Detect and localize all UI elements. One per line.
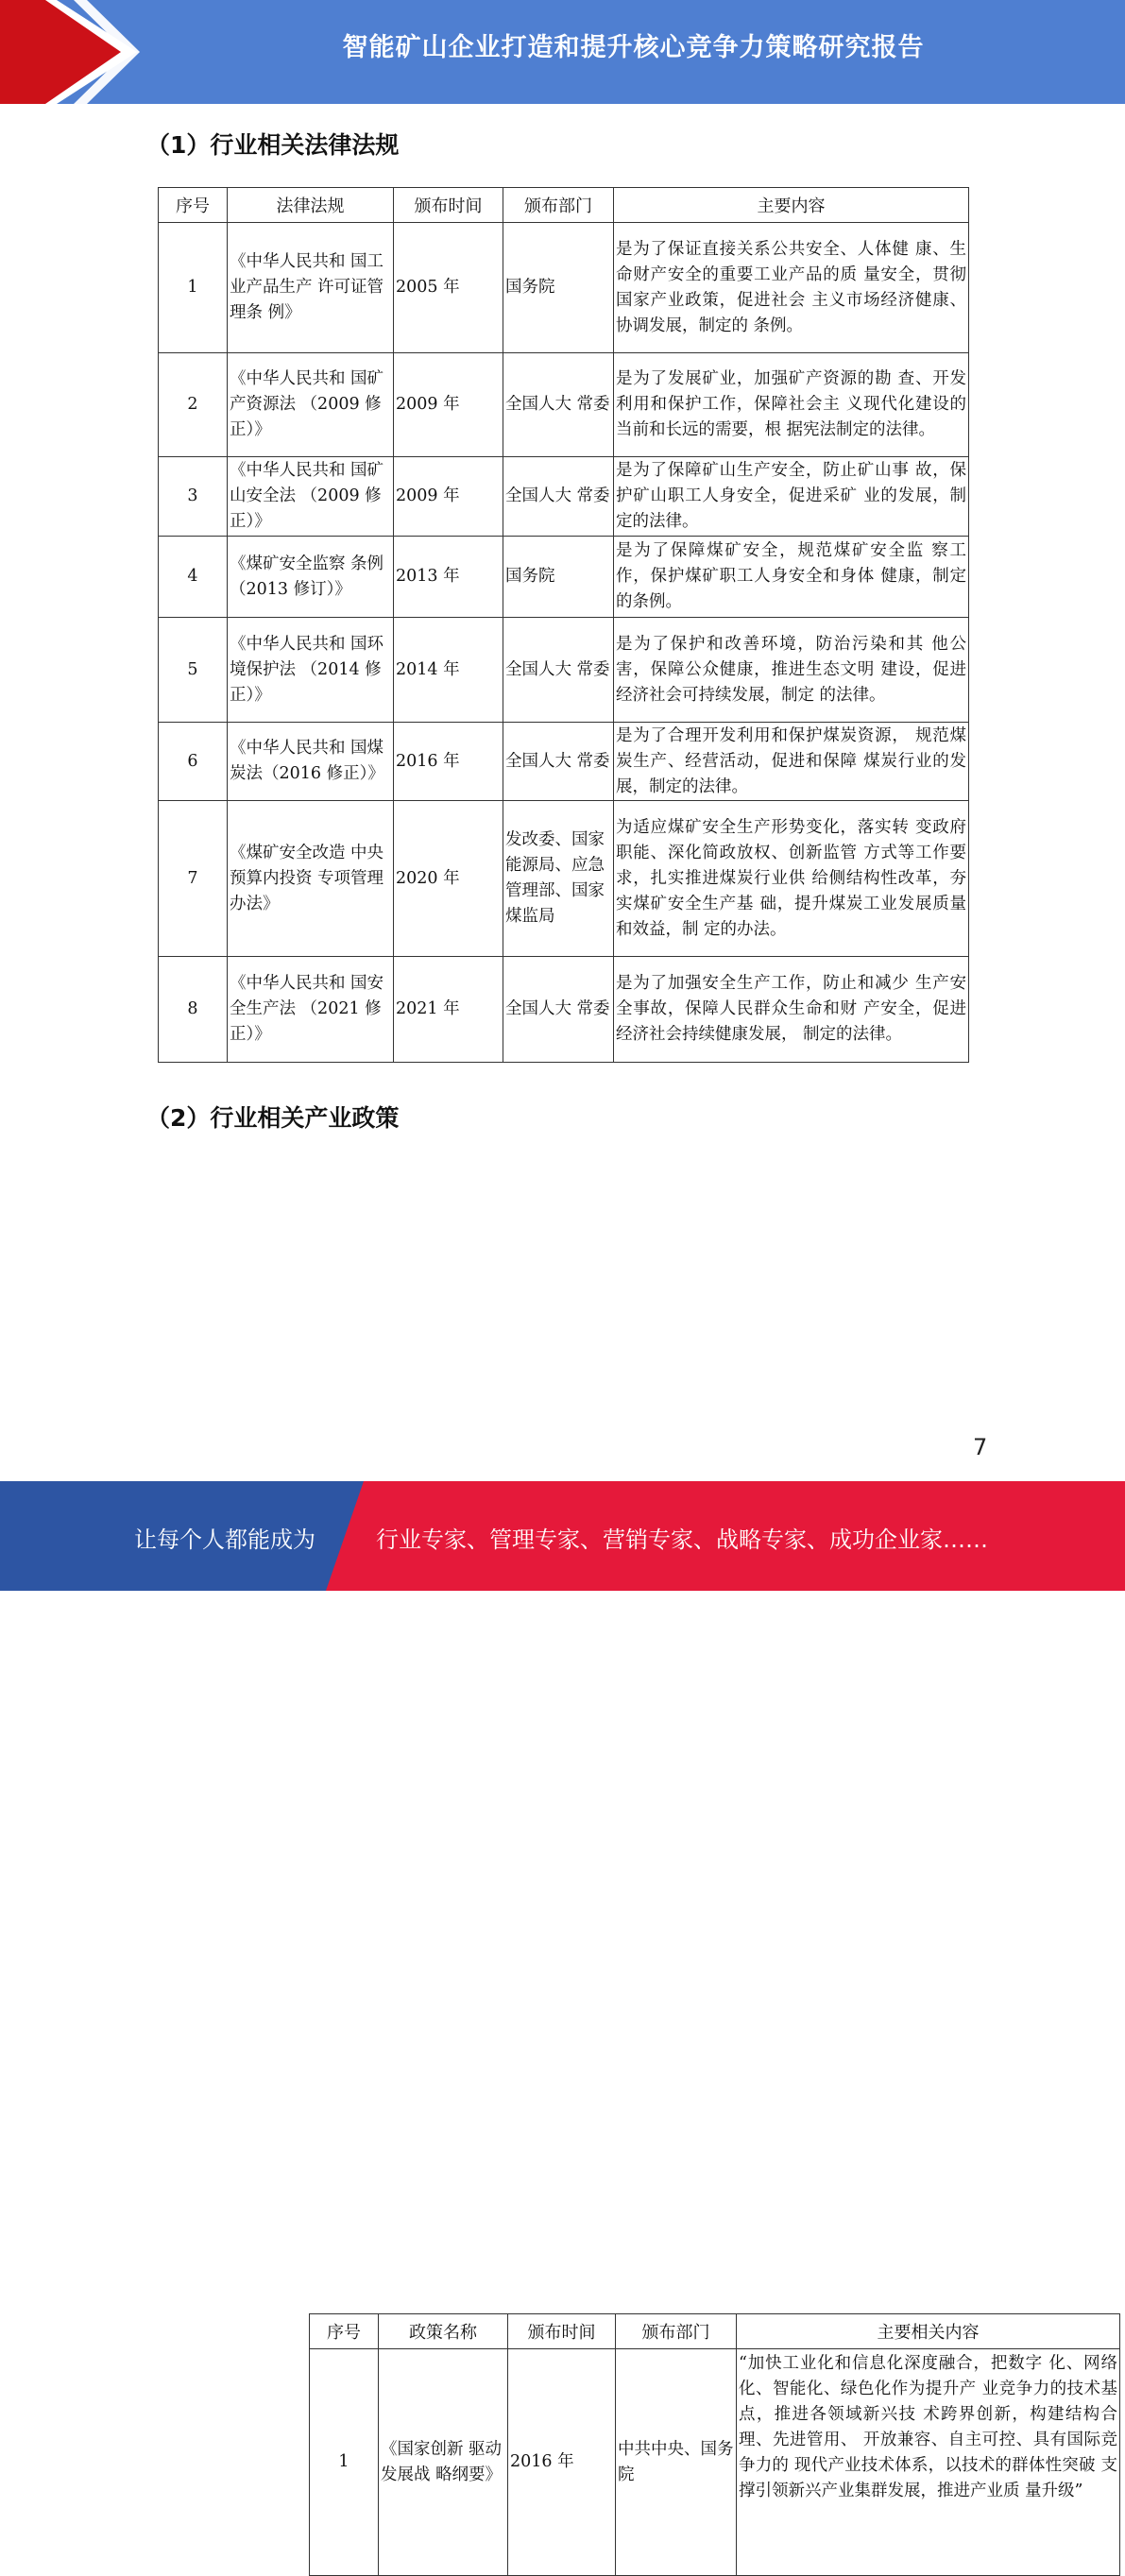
row-number: 5: [159, 618, 228, 723]
main-content: 是为了合理开发利用和保护煤炭资源， 规范煤炭生产、经营活动，促进和保障 煤炭行业的发展，制定的法律。: [614, 723, 969, 801]
column-header: 法律法规: [228, 188, 394, 223]
issue-date: 2014 年: [394, 618, 503, 723]
issuing-department: 全国人大 常委: [503, 957, 614, 1063]
table-row: [159, 618, 969, 723]
law-name: 《中华人民共和 国安全生产法 （2021 修正）》: [228, 957, 394, 1063]
section-heading-laws: （1）行业相关法律法规: [146, 131, 400, 159]
issue-date: 2009 年: [394, 457, 503, 537]
column-header: 颁布部门: [616, 2314, 737, 2349]
row-number: 4: [159, 537, 228, 618]
issue-date: 2013 年: [394, 537, 503, 618]
law-name: 《煤矿安全改造 中央预算内投资 专项管理办法》: [228, 801, 394, 957]
section-heading-policies: （2）行业相关产业政策: [146, 1104, 400, 1132]
law-name: 《中华人民共和 国矿山安全法 （2009 修正）》: [228, 457, 394, 537]
table-row: [159, 537, 969, 618]
law-name: 《中华人民共和 国环境保护法 （2014 修正）》: [228, 618, 394, 723]
main-content: 是为了保护和改善环境，防治污染和其 他公害，保障公众健康，推进生态文明 建设，促进经济社会可持续发展，制定 的法律。: [614, 618, 969, 723]
issue-date: 2021 年: [394, 957, 503, 1063]
main-content: “加快工业化和信息化深度融合，把数字 化、网络化、智能化、绿色化作为提升产 业竞争力的技术基点，推进各领域新兴技 术跨界创新，构建结构合理、先进管用、 开放兼容、自主可控、具有国际竞争力的 现代产业技术体系，以技术的群体性突破 支撑引领新兴产业集群发展，推进产业质 量升级”: [737, 2349, 1120, 2576]
issuing-department: 全国人大 常委: [503, 618, 614, 723]
law-name: 《中华人民共和 国工业产品生产 许可证管理条 例》: [228, 223, 394, 353]
policy-name: 《国家创新 驱动发展战 略纲要》: [379, 2349, 508, 2576]
table-row: [159, 457, 969, 537]
table-row: [159, 957, 969, 1063]
row-number: 6: [159, 723, 228, 801]
row-number: 8: [159, 957, 228, 1063]
main-content: 是为了发展矿业，加强矿产资源的勘 查、开发利用和保护工作，保障社会主 义现代化建设的当前和长远的需要，根 据宪法制定的法律。: [614, 353, 969, 457]
table-row: [159, 801, 969, 957]
issuing-department: 中共中央、国务院: [616, 2349, 737, 2576]
issue-date: 2009 年: [394, 353, 503, 457]
row-number: 7: [159, 801, 228, 957]
issuing-department: 国务院: [503, 537, 614, 618]
column-header: 主要内容: [614, 188, 969, 223]
column-header: 序号: [310, 2314, 379, 2349]
row-number: 1: [310, 2349, 379, 2576]
row-number: 1: [159, 223, 228, 353]
page-header: [0, 0, 1125, 104]
footer-slogan-right: 行业专家、管理专家、营销专家、战略专家、成功企业家……: [376, 1527, 988, 1553]
column-header: 颁布时间: [394, 188, 503, 223]
table-header-row: [159, 188, 969, 223]
column-header: 序号: [159, 188, 228, 223]
table-row: [159, 223, 969, 353]
table-row: [159, 353, 969, 457]
issuing-department: 发改委、国家能源局、应急管理部、国家煤监局: [503, 801, 614, 957]
issue-date: 2005 年: [394, 223, 503, 353]
row-number: 2: [159, 353, 228, 457]
issue-date: 2020 年: [394, 801, 503, 957]
law-name: 《中华人民共和 国煤炭法（2016 修正）》: [228, 723, 394, 801]
issue-date: 2016 年: [508, 2349, 616, 2576]
table-row: [310, 2349, 1120, 2576]
law-name: 《中华人民共和 国矿产资源法 （2009 修正）》: [228, 353, 394, 457]
table-row: [159, 723, 969, 801]
main-content: 是为了保障矿山生产安全，防止矿山事 故，保护矿山职工人身安全，促进采矿 业的发展，制定的法律。: [614, 457, 969, 537]
column-header: 主要相关内容: [737, 2314, 1120, 2349]
table-header-row: [310, 2314, 1120, 2349]
issue-date: 2016 年: [394, 723, 503, 801]
law-name: 《煤矿安全监察 条例（2013 修订）》: [228, 537, 394, 618]
main-content: 是为了加强安全生产工作，防止和减少 生产安全事故，保障人民群众生命和财 产安全，促进经济社会持续健康发展， 制定的法律。: [614, 957, 969, 1063]
page-footer: [0, 1481, 1125, 1591]
column-header: 政策名称: [379, 2314, 508, 2349]
page-number: 7: [973, 1434, 988, 1460]
main-content: 是为了保障煤矿安全，规范煤矿安全监 察工作，保护煤矿职工人身安全和身体 健康，制定的条例。: [614, 537, 969, 618]
issuing-department: 全国人大 常委: [503, 457, 614, 537]
column-header: 颁布时间: [508, 2314, 616, 2349]
laws-table: [158, 187, 969, 1063]
main-content: 是为了保证直接关系公共安全、人体健 康、生命财产安全的重要工业产品的质 量安全，贯彻国家产业政策，促进社会 主义市场经济健康、协调发展，制定的 条例。: [614, 223, 969, 353]
footer-slogan-left: 让每个人都能成为: [134, 1527, 315, 1553]
policies-table: [309, 2313, 1120, 2576]
column-header: 颁布部门: [503, 188, 614, 223]
issuing-department: 国务院: [503, 223, 614, 353]
report-title: 智能矿山企业打造和提升核心竞争力策略研究报告: [342, 33, 925, 62]
row-number: 3: [159, 457, 228, 537]
issuing-department: 全国人大 常委: [503, 723, 614, 801]
main-content: 为适应煤矿安全生产形势变化，落实转 变政府职能、深化简政放权、创新监管 方式等工作要求，扎实推进煤炭行业供 给侧结构性改革，夯实煤矿安全生产基 础，提升煤炭工业发展质量和效益，制 定的办法。: [614, 801, 969, 957]
issuing-department: 全国人大 常委: [503, 353, 614, 457]
